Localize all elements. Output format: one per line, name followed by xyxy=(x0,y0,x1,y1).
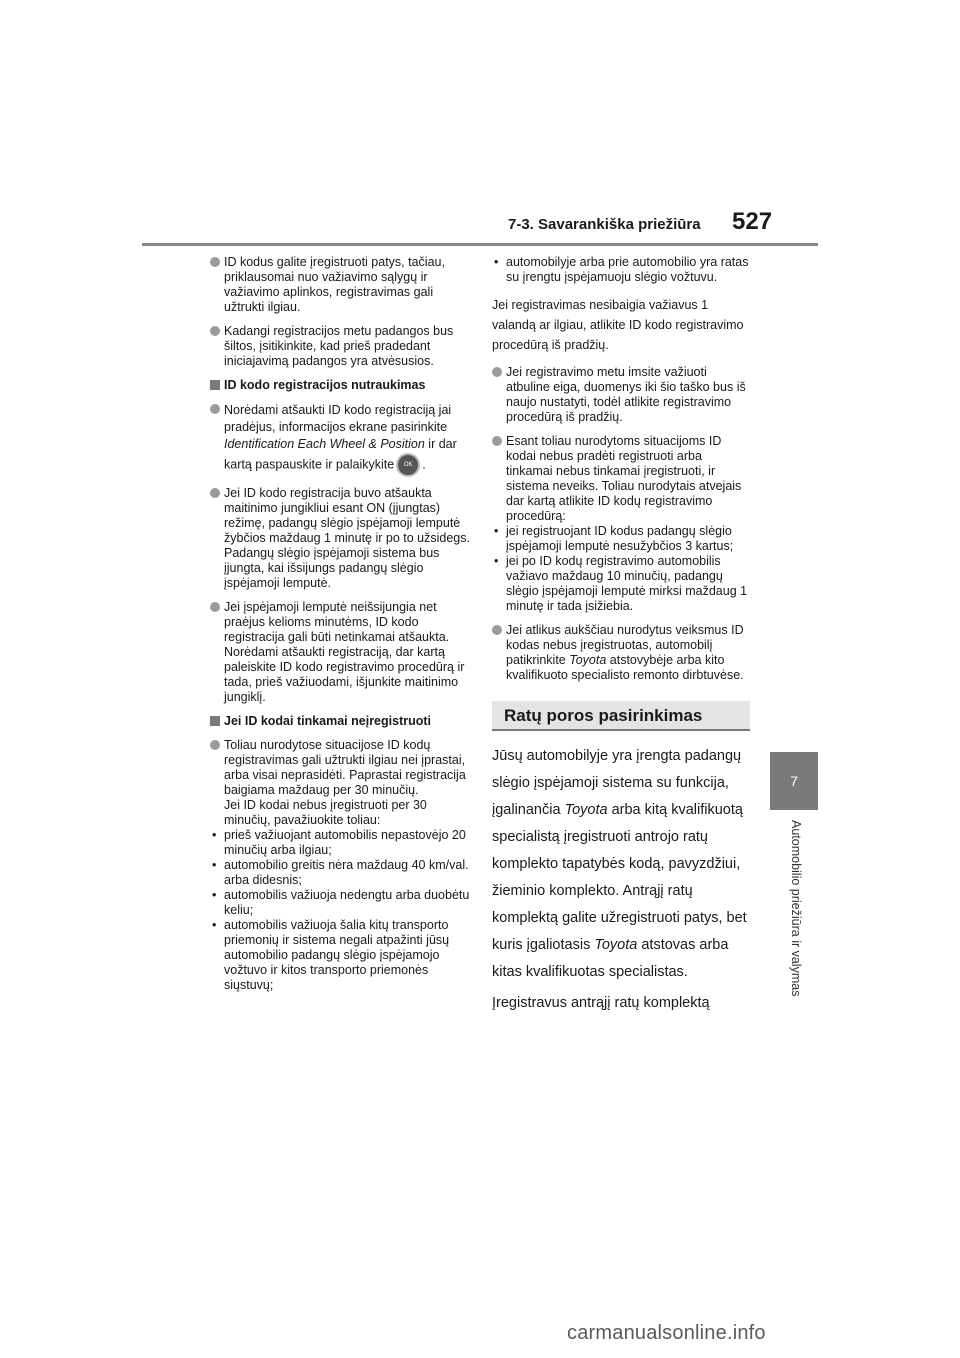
paragraph xyxy=(492,743,750,986)
menu-item-name: Identification Each Wheel & Position xyxy=(224,437,425,451)
subheading-text: Jei ID kodai tinkamai neįregistruoti xyxy=(224,714,432,728)
page-number: 527 xyxy=(732,208,773,235)
bullet-item xyxy=(492,365,750,425)
paragraph-text: arba kitą kvalifikuotą specialistą įregistruoti antrojo ratų komplekto tapatybės kodą, pavyzdžiui, žieminio komplekto. Antrąjį ratų komplektą galite užregistruoti patys, bet kuris įgaliotasis xyxy=(492,802,747,953)
right-column xyxy=(492,255,750,1021)
subheading xyxy=(210,714,472,729)
bullet-text: Jei ID kodai nebus įregistruoti per 30 minučių, pavažiuokite toliau: xyxy=(224,798,427,827)
bullet-text: . xyxy=(422,457,426,472)
bullet-text: Jei įspėjamoji lemputė neišsijungia net praėjus kelioms minutėms, ID kodo registracija gali būti netinkamai atšaukta. Norėdami atšaukti registraciją, dar kartą paleiskite ID kodo registravimo procedūrą ir tada, prieš važiuodami, išjunkite maitinimo jungiklį. xyxy=(224,600,465,704)
bullet-dot-icon xyxy=(210,740,220,750)
square-marker-icon xyxy=(210,716,220,726)
bullet-dot-icon xyxy=(210,257,220,267)
brand-name: Toyota xyxy=(594,937,638,953)
bullet-item xyxy=(210,402,472,477)
bullet-dot-icon xyxy=(492,367,502,377)
list-item: • automobilis važiuoja šalia kitų transporto priemonių ir sistema negali atpažinti jūsų automobilio padangų slėgio įspėjamojo vožtuvo ir kitos transporto priemonės siųstuvų; xyxy=(210,918,472,993)
bullet-text: atstovybėje arba kito kvalifikuoto specialisto remonto dirbtuvėse. xyxy=(506,653,744,682)
ok-button-icon: OK xyxy=(396,453,420,477)
list-item: • automobilio greitis nėra maždaug 40 km/val. arba didesnis; xyxy=(210,858,472,888)
bullet-text: Norėdami atšaukti ID kodo registraciją jai pradėjus, informacijos ekrane pasirinkite xyxy=(224,403,452,434)
subheading xyxy=(210,378,472,393)
chapter-title xyxy=(785,820,805,1040)
bullet-item xyxy=(210,324,472,369)
bullet-dot-icon xyxy=(210,602,220,612)
subheading-text: ID kodo registracijos nutraukimas xyxy=(224,378,426,392)
bullet-text: Jei ID kodo registracija buvo atšaukta maitinimo jungikliui esant ON (įjungtas) režimę, padangų slėgio įspėjamoji lemputė žybčios maždaug 1 minutę ir po to užsidegs. Padangų slėgio įspėjamoji sistema bus įjungta, kai išsijungs padangų slėgio įspėjamoji lemputė. xyxy=(224,486,470,590)
section-title: 7-3. Savarankiška priežiūra xyxy=(508,216,701,233)
list-item: • prieš važiuojant automobilis nepastovėjo 20 minučių arba ilgiau; xyxy=(210,828,472,858)
list-item: • jei po ID kodų registravimo automobilis važiavo maždaug 10 minučių, padangų slėgio įspėjamoji lemputė mirksi maždaug 1 minutę ir tada įsižiebia. xyxy=(492,554,750,614)
square-marker-icon xyxy=(210,380,220,390)
bullet-text: Kadangi registracijos metu padangos bus šiltos, įsitikinkite, kad prieš pradedant iniciajavimą padangos yra atvėsusios. xyxy=(224,324,454,368)
list-item: • automobilyje arba prie automobilio yra ratas su įrengtu įspėjamuoju slėgio vožtuvu. xyxy=(492,255,750,285)
bullet-text: Toliau nurodytose situacijose ID kodų registravimas gali užtrukti ilgiau nei įprastai, arba visai neprasidėti. Paprastai registracija baigiama maždaug per 30 minučių. xyxy=(224,738,466,797)
bullet-text: ir dar kartą paspauskite ir palaikykite xyxy=(224,437,457,472)
paragraph: Jei registravimas nesibaigia važiavus 1 valandą ar ilgiau, atlikite ID kodo registravimo procedūrą iš pradžių. xyxy=(492,298,744,352)
list-item: • automobilis važiuoja nedengtu arba duobėtu keliu; xyxy=(210,888,472,918)
brand-name: Toyota xyxy=(569,653,607,667)
chapter-title-text: Automobilio priežiūra ir valymas xyxy=(789,820,803,997)
footer-watermark: carmanualsonline.info xyxy=(567,1322,766,1344)
header-divider xyxy=(142,243,818,246)
left-column xyxy=(210,255,472,993)
bullet-item xyxy=(492,623,750,683)
paragraph-text: atstovas arba kitas kvalifikuotas specialistas. xyxy=(492,937,729,980)
list-item: • jei registruojant ID kodus padangų slėgio įspėjamoji lemputė nesužybčios 3 kartus; xyxy=(492,524,750,554)
bullet-item xyxy=(210,738,472,828)
bullet-item xyxy=(210,486,472,591)
bullet-dot-icon xyxy=(210,404,220,414)
bullet-text: Jei registravimo metu imsite važiuoti atbuline eiga, duomenys iki šio taško bus iš naujo nustatyti, todėl atlikite registravimo procedūrą iš pradžių. xyxy=(506,365,746,424)
chapter-tab: 7 xyxy=(770,752,818,810)
bullet-dot-icon xyxy=(210,488,220,498)
bullet-text: ID kodus galite įregistruoti patys, tačiau, priklausomai nuo važiavimo sąlygų ir važiavimo aplinkos, registravimas gali užtrukti ilgiau. xyxy=(224,255,445,314)
bullet-item xyxy=(492,434,750,524)
condition-list xyxy=(210,828,472,993)
bullet-text: Jei atlikus aukščiau nurodytus veiksmus ID kodas nebus įregistruotas, automobilį patikrinkite xyxy=(506,623,744,667)
bullet-item xyxy=(210,255,472,315)
bullet-item xyxy=(210,600,472,705)
bullet-dot-icon xyxy=(492,436,502,446)
paragraph: Įregistravus antrąjį ratų komplektą xyxy=(492,995,710,1011)
bullet-text: Esant toliau nurodytoms situacijoms ID kodai nebus pradėti registruoti arba tinkamai nebus tinkamai įregistruoti, ir sistema neveiks. Toliau nurodytais atvejais dar kartą atlikite ID kodų registravimo procedūrą: xyxy=(506,434,742,523)
paragraph-text: Jūsų automobilyje yra įrengta padangų slėgio įspėjamoji sistema su funkcija, įgalinančia xyxy=(492,748,742,818)
condition-list xyxy=(492,524,750,614)
page-header xyxy=(0,0,960,260)
section-heading-box: Ratų poros pasirinkimas xyxy=(492,701,750,731)
condition-list-continued xyxy=(492,255,750,285)
bullet-dot-icon xyxy=(492,625,502,635)
bullet-dot-icon xyxy=(210,326,220,336)
brand-name: Toyota xyxy=(564,802,608,818)
